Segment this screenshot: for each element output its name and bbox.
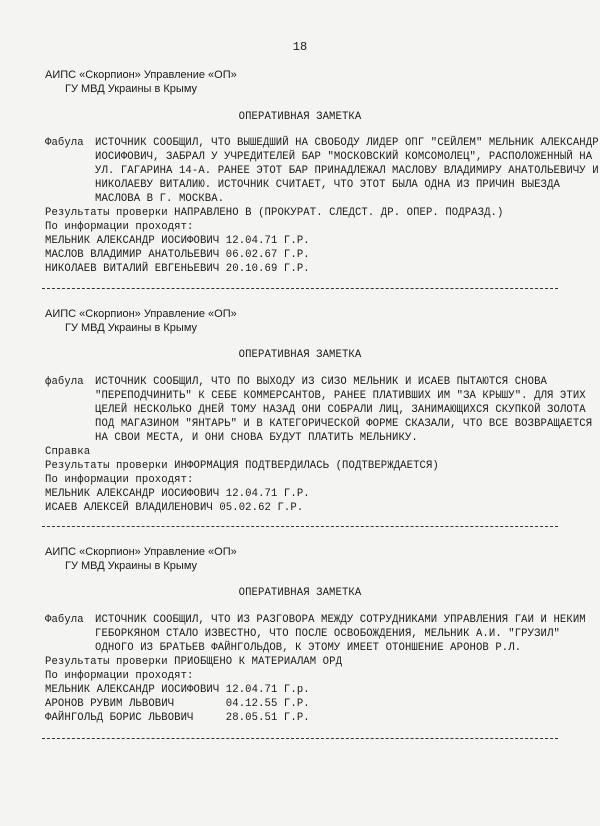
info-label: По информации проходят: [45, 221, 194, 233]
check-results: Результаты проверки НАПРАВЛЕНО В (ПРОКУРАТ. СЛЕДСТ. ДР. ОПЕР. ПОДРАЗД.) [45, 207, 504, 219]
person-entry: НИКОЛАЕВ ВИТАЛИЙ ЕВГЕНЬЕВИЧ 20.10.69 Г.Р. [45, 263, 310, 275]
note-header-system: АИПС «Скорпион» Управление «ОП» [45, 69, 237, 81]
fabula-line: ИОСИФОВИЧ, ЗАБРАЛ У УЧРЕДИТЕЛЕЙ БАР "МОСКОВСКИЙ КОМСОМОЛЕЦ", РАСПОЛОЖЕННЫЙ НА [95, 151, 593, 163]
person-entry: ФАЙНГОЛЬД БОРИС ЛЬВОВИЧ 28.05.51 Г.Р. [45, 712, 310, 724]
fabula-line: ПОД МАГАЗИНОМ "ЯНТАРЬ" И В КАТЕГОРИЧЕСКОЙ ФОРМЕ СКАЗАЛИ, ЧТО ВСЕ ВОЗВРАЩАЕТСЯ [95, 418, 593, 430]
person-entry: АРОНОВ РУВИМ ЛЬВОВИЧ 04.12.55 Г.Р. [45, 698, 310, 710]
person-entry: МАСЛОВ ВЛАДИМИР АНАТОЛЬЕВИЧ 06.02.67 Г.Р. [45, 249, 310, 261]
separator [42, 526, 558, 527]
check-results: Результаты проверки ИНФОРМАЦИЯ ПОДТВЕРДИЛАСЬ (ПОДТВЕРЖДАЕТСЯ) [45, 460, 439, 472]
note-title: ОПЕРАТИВНАЯ ЗАМЕТКА [238, 587, 362, 599]
page-number: 18 [292, 40, 308, 54]
person-entry: МЕЛЬНИК АЛЕКСАНДР ИОСИФОВИЧ 12.04.71 Г.р. [45, 684, 310, 696]
fabula-line: ИСТОЧНИК СООБЩИЛ, ЧТО ВЫШЕДШИЙ НА СВОБОДУ ЛИДЕР ОПГ "СЕЙЛЕМ" МЕЛЬНИК АЛЕКСАНДР [95, 137, 599, 149]
note-title: ОПЕРАТИВНАЯ ЗАМЕТКА [238, 349, 362, 361]
note-header-department: ГУ МВД Украины в Крыму [65, 322, 198, 334]
fabula-label: фабула [45, 376, 84, 388]
fabula-line: "ПЕРЕПОДЧИНИТЬ" К СЕБЕ КОММЕРСАНТОВ, РАНЕЕ ПЛАТИВШИХ ИМ "ЗА КРЫШУ". ДЛЯ ЭТИХ [95, 390, 586, 402]
separator [42, 738, 558, 739]
note-header-system: АИПС «Скорпион» Управление «ОП» [45, 308, 237, 320]
fabula-line: ИСТОЧНИК СООБЩИЛ, ЧТО ПО ВЫХОДУ ИЗ СИЗО МЕЛЬНИК И ИСАЕВ ПЫТАЮТСЯ СНОВА [95, 376, 548, 388]
fabula-line: НИКОЛАЕВУ ВИТАЛИЮ. ИСТОЧНИК СЧИТАЕТ, ЧТО ЭТОТ БЫЛА ОДНА ИЗ ПРИЧИН ВЫЕЗДА [95, 179, 560, 191]
fabula-line: ГЕБОРКЯНОМ СТАЛО ИЗВЕСТНО, ЧТО ПОСЛЕ ОСВОБОЖДЕНИЯ, МЕЛЬНИК А.И. "ГРУЗИЛ" [95, 628, 560, 640]
fabula-line: МАСЛОВА В Г. МОСКВА. [95, 193, 225, 205]
person-entry: МЕЛЬНИК АЛЕКСАНДР ИОСИФОВИЧ 12.04.71 Г.Р. [45, 235, 310, 247]
note-header-department: ГУ МВД Украины в Крыму [65, 560, 198, 572]
separator [42, 288, 558, 289]
fabula-line: ЦЕЛЕЙ НЕСКОЛЬКО ДНЕЙ ТОМУ НАЗАД ОНИ СОБРАЛИ ЛИЦ, ЗАНИМАЮЩИХСЯ СКУПКОЙ ЗОЛОТА [95, 404, 586, 416]
spravka-label: Справка [45, 446, 91, 458]
note-header-system: АИПС «Скорпион» Управление «ОП» [45, 546, 237, 558]
fabula-line: НА СВОИ МЕСТА, И ОНИ СНОВА БУДУТ ПЛАТИТЬ МЕЛЬНИКУ. [95, 432, 418, 444]
fabula-line: УЛ. ГАГАРИНА 14-А. РАНЕЕ ЭТОТ БАР ПРИНАДЛЕЖАЛ МАСЛОВУ ВЛАДИМИРУ АНАТОЛЬЕВИЧУ И [95, 165, 599, 177]
fabula-line: ОДНОГО ИЗ БРАТЬЕВ ФАЙНГОЛЬДОВ, К ЭТОМУ ИМЕЕТ ОТОНШЕНИЕ АРОНОВ Р.Л. [95, 642, 522, 654]
info-label: По информации проходят: [45, 670, 194, 682]
person-entry: ИСАЕВ АЛЕКСЕЙ ВЛАДИЛЕНОВИЧ 05.02.62 Г.Р. [45, 502, 304, 514]
check-results: Результаты проверки ПРИОБЩЕНО К МАТЕРИАЛАМ ОРД [45, 656, 343, 668]
fabula-line: ИСТОЧНИК СООБЩИЛ, ЧТО ИЗ РАЗГОВОРА МЕЖДУ СОТРУДНИКАМИ УПРАВЛЕНИЯ ГАИ И НЕКИМ [95, 614, 586, 626]
person-entry: МЕЛЬНИК АЛЕКСАНДР ИОСИФОВИЧ 12.04.71 Г.Р. [45, 488, 310, 500]
info-label: По информации проходят: [45, 474, 194, 486]
note-title: ОПЕРАТИВНАЯ ЗАМЕТКА [238, 111, 362, 123]
note-header-department: ГУ МВД Украины в Крыму [65, 83, 198, 95]
fabula-label: Фабула [45, 614, 84, 626]
fabula-label: Фабула [45, 137, 84, 149]
